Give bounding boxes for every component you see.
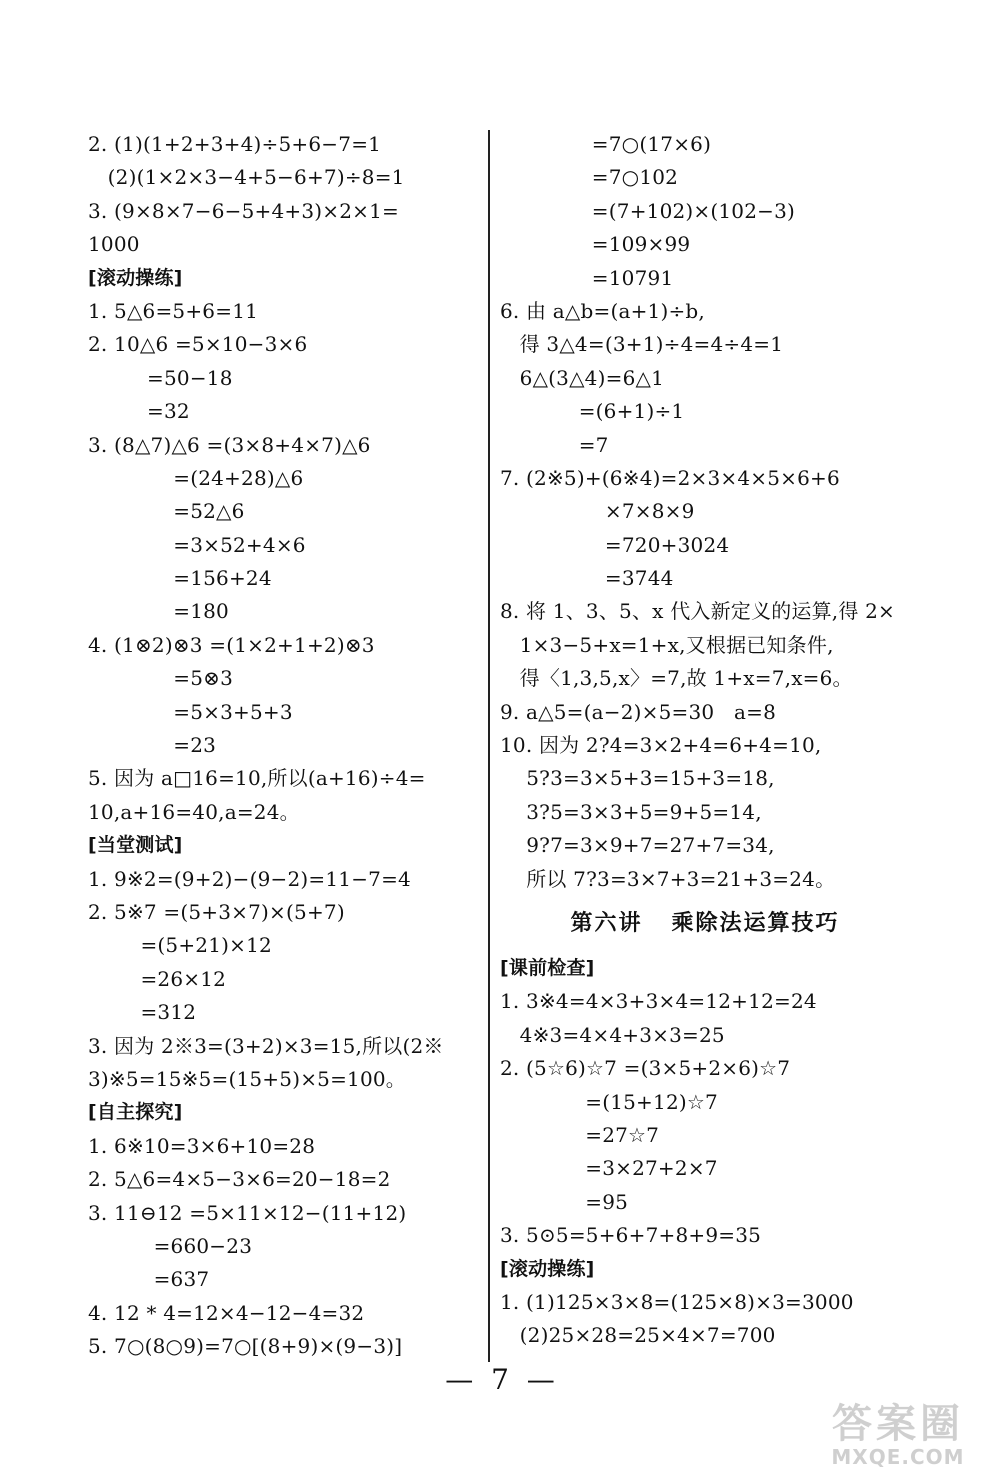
answer-line: ×7×8×9 xyxy=(500,499,695,524)
answer-line: 3. (8△7)△6 =(3×8+4×7)△6 xyxy=(88,432,371,457)
answer-line: =312 xyxy=(88,1000,197,1025)
answer-line: 6△(3△4)=6△1 xyxy=(500,365,665,390)
answer-line: =3×27+2×7 xyxy=(500,1156,718,1181)
column-divider xyxy=(488,130,490,1362)
section-title: 第六讲 乘除法运算技巧 xyxy=(570,910,840,936)
answer-line: =(15+12)☆7 xyxy=(500,1089,718,1114)
section-title-row xyxy=(500,896,910,952)
watermark-url: MXQE.COM xyxy=(831,1445,965,1469)
answer-line: 2. 5※7 =(5+3×7)×(5+7) xyxy=(88,899,345,924)
answer-line: =27☆7 xyxy=(500,1122,660,1147)
answer-line: 3)※5=15※5=(15+5)×5=100。 xyxy=(88,1066,407,1091)
answer-line: 2. (1)(1+2+3+4)÷5+6−7=1 xyxy=(88,132,382,156)
answer-line: 2. 5△6=4×5−3×6=20−18=2 xyxy=(88,1167,391,1192)
answer-line: 5. 7○(8○9)=7○[(8+9)×(9−3)] xyxy=(88,1334,403,1359)
answer-line: =3×52+4×6 xyxy=(88,532,306,557)
section-header: [课前检查] xyxy=(500,956,595,979)
answer-line: 5. 因为 a□16=10,所以(a+16)÷4= xyxy=(88,766,426,791)
answer-line: 8. 将 1、3、5、x 代入新定义的运算,得 2× xyxy=(500,599,896,624)
answer-line: =156+24 xyxy=(88,566,272,591)
answer-line: =7 xyxy=(500,432,609,457)
answer-line: 4※3=4×4+3×3=25 xyxy=(500,1022,725,1047)
answer-line: 2. (5☆6)☆7 =(3×5+2×6)☆7 xyxy=(500,1056,791,1081)
answer-line: 9. a△5=(a−2)×5=30 a=8 xyxy=(500,699,777,724)
watermark-logo xyxy=(808,1402,988,1472)
answer-line: =180 xyxy=(88,599,229,624)
answer-line: =32 xyxy=(88,399,190,424)
answer-line: 4. 12 * 4=12×4−12−4=32 xyxy=(88,1300,365,1325)
answer-line: 1. 5△6=5+6=11 xyxy=(88,298,259,323)
answer-line: 1×3−5+x=1+x,又根据已知条件, xyxy=(500,632,834,657)
answer-line: =(24+28)△6 xyxy=(88,465,304,490)
answer-line: 9?7=3×9+7=27+7=34, xyxy=(500,833,775,858)
answer-line: 6. 由 a△b=(a+1)÷b, xyxy=(500,298,705,323)
answer-line: =660−23 xyxy=(88,1233,253,1258)
answer-line: 3. (9×8×7−6−5+4+3)×2×1= xyxy=(88,198,399,223)
answer-line: =637 xyxy=(88,1267,210,1292)
answer-line: =10791 xyxy=(500,265,674,290)
right-column xyxy=(500,128,910,1353)
answer-line: 3. 因为 2※3=(3+2)×3=15,所以(2※ xyxy=(88,1033,444,1058)
answer-line: 1. 6※10=3×6+10=28 xyxy=(88,1133,316,1158)
answer-line: =(6+1)÷1 xyxy=(500,399,685,424)
section-header: [自主探究] xyxy=(88,1101,183,1124)
answer-line: =5×3+5+3 xyxy=(88,699,293,724)
left-column xyxy=(88,128,480,1363)
section-header: [当堂测试] xyxy=(88,834,183,857)
answer-line: =95 xyxy=(500,1189,629,1214)
answer-line: 所以 7?3=3×7+3=21+3=24。 xyxy=(500,866,836,891)
answer-line: 3?5=3×3+5=9+5=14, xyxy=(500,799,762,824)
section-header: [滚动操练] xyxy=(500,1257,595,1280)
answer-line: 10. 因为 2?4=3×2+4=6+4=10, xyxy=(500,733,822,758)
answer-line: =26×12 xyxy=(88,966,227,991)
answer-line: 10,a+16=40,a=24。 xyxy=(88,799,300,824)
page-number: — 7 — xyxy=(445,1363,555,1396)
answer-line: 1. 9※2=(9+2)−(9−2)=11−7=4 xyxy=(88,866,411,891)
answer-line: =23 xyxy=(88,733,217,758)
answer-line: 7. (2※5)+(6※4)=2×3×4×5×6+6 xyxy=(500,465,840,490)
answer-line: =(5+21)×12 xyxy=(88,933,272,958)
answer-line: =5⊗3 xyxy=(88,666,234,691)
answer-line: 得〈1,3,5,x〉=7,故 1+x=7,x=6。 xyxy=(500,666,853,691)
answer-line: 5?3=3×5+3=15+3=18, xyxy=(500,766,775,791)
answer-line: 3. 5⊙5=5+6+7+8+9=35 xyxy=(500,1223,762,1248)
answer-line: 得 3△4=(3+1)÷4=4÷4=1 xyxy=(500,332,784,357)
answer-line: 1000 xyxy=(88,232,140,257)
answer-line: 4. (1⊗2)⊗3 =(1×2+1+2)⊗3 xyxy=(88,632,375,657)
answer-line: =7○102 xyxy=(500,165,679,190)
answer-line: =7○(17×6) xyxy=(500,132,712,156)
answer-line: =52△6 xyxy=(88,499,245,524)
answer-line: 2. 10△6 =5×10−3×6 xyxy=(88,332,308,357)
right-answers-continued xyxy=(500,952,910,1353)
section-header: [滚动操练] xyxy=(88,266,183,289)
right-answers xyxy=(500,128,910,896)
answer-line: 1. 3※4=4×3+3×4=12+12=24 xyxy=(500,989,817,1014)
answer-line: =(7+102)×(102−3) xyxy=(500,198,796,223)
answer-line: 1. (1)125×3×8=(125×8)×3=3000 xyxy=(500,1289,854,1314)
answer-line: =3744 xyxy=(500,566,674,591)
answer-line: =50−18 xyxy=(88,365,233,390)
answer-line: (2)25×28=25×4×7=700 xyxy=(500,1323,776,1348)
answer-line: =720+3024 xyxy=(500,532,730,557)
answer-line: 3. 11⊖12 =5×11×12−(11+12) xyxy=(88,1200,407,1225)
watermark-title: 答案圈 xyxy=(832,1401,964,1447)
answer-line: =109×99 xyxy=(500,232,691,257)
answer-line: (2)(1×2×3−4+5−6+7)÷8=1 xyxy=(88,165,405,190)
